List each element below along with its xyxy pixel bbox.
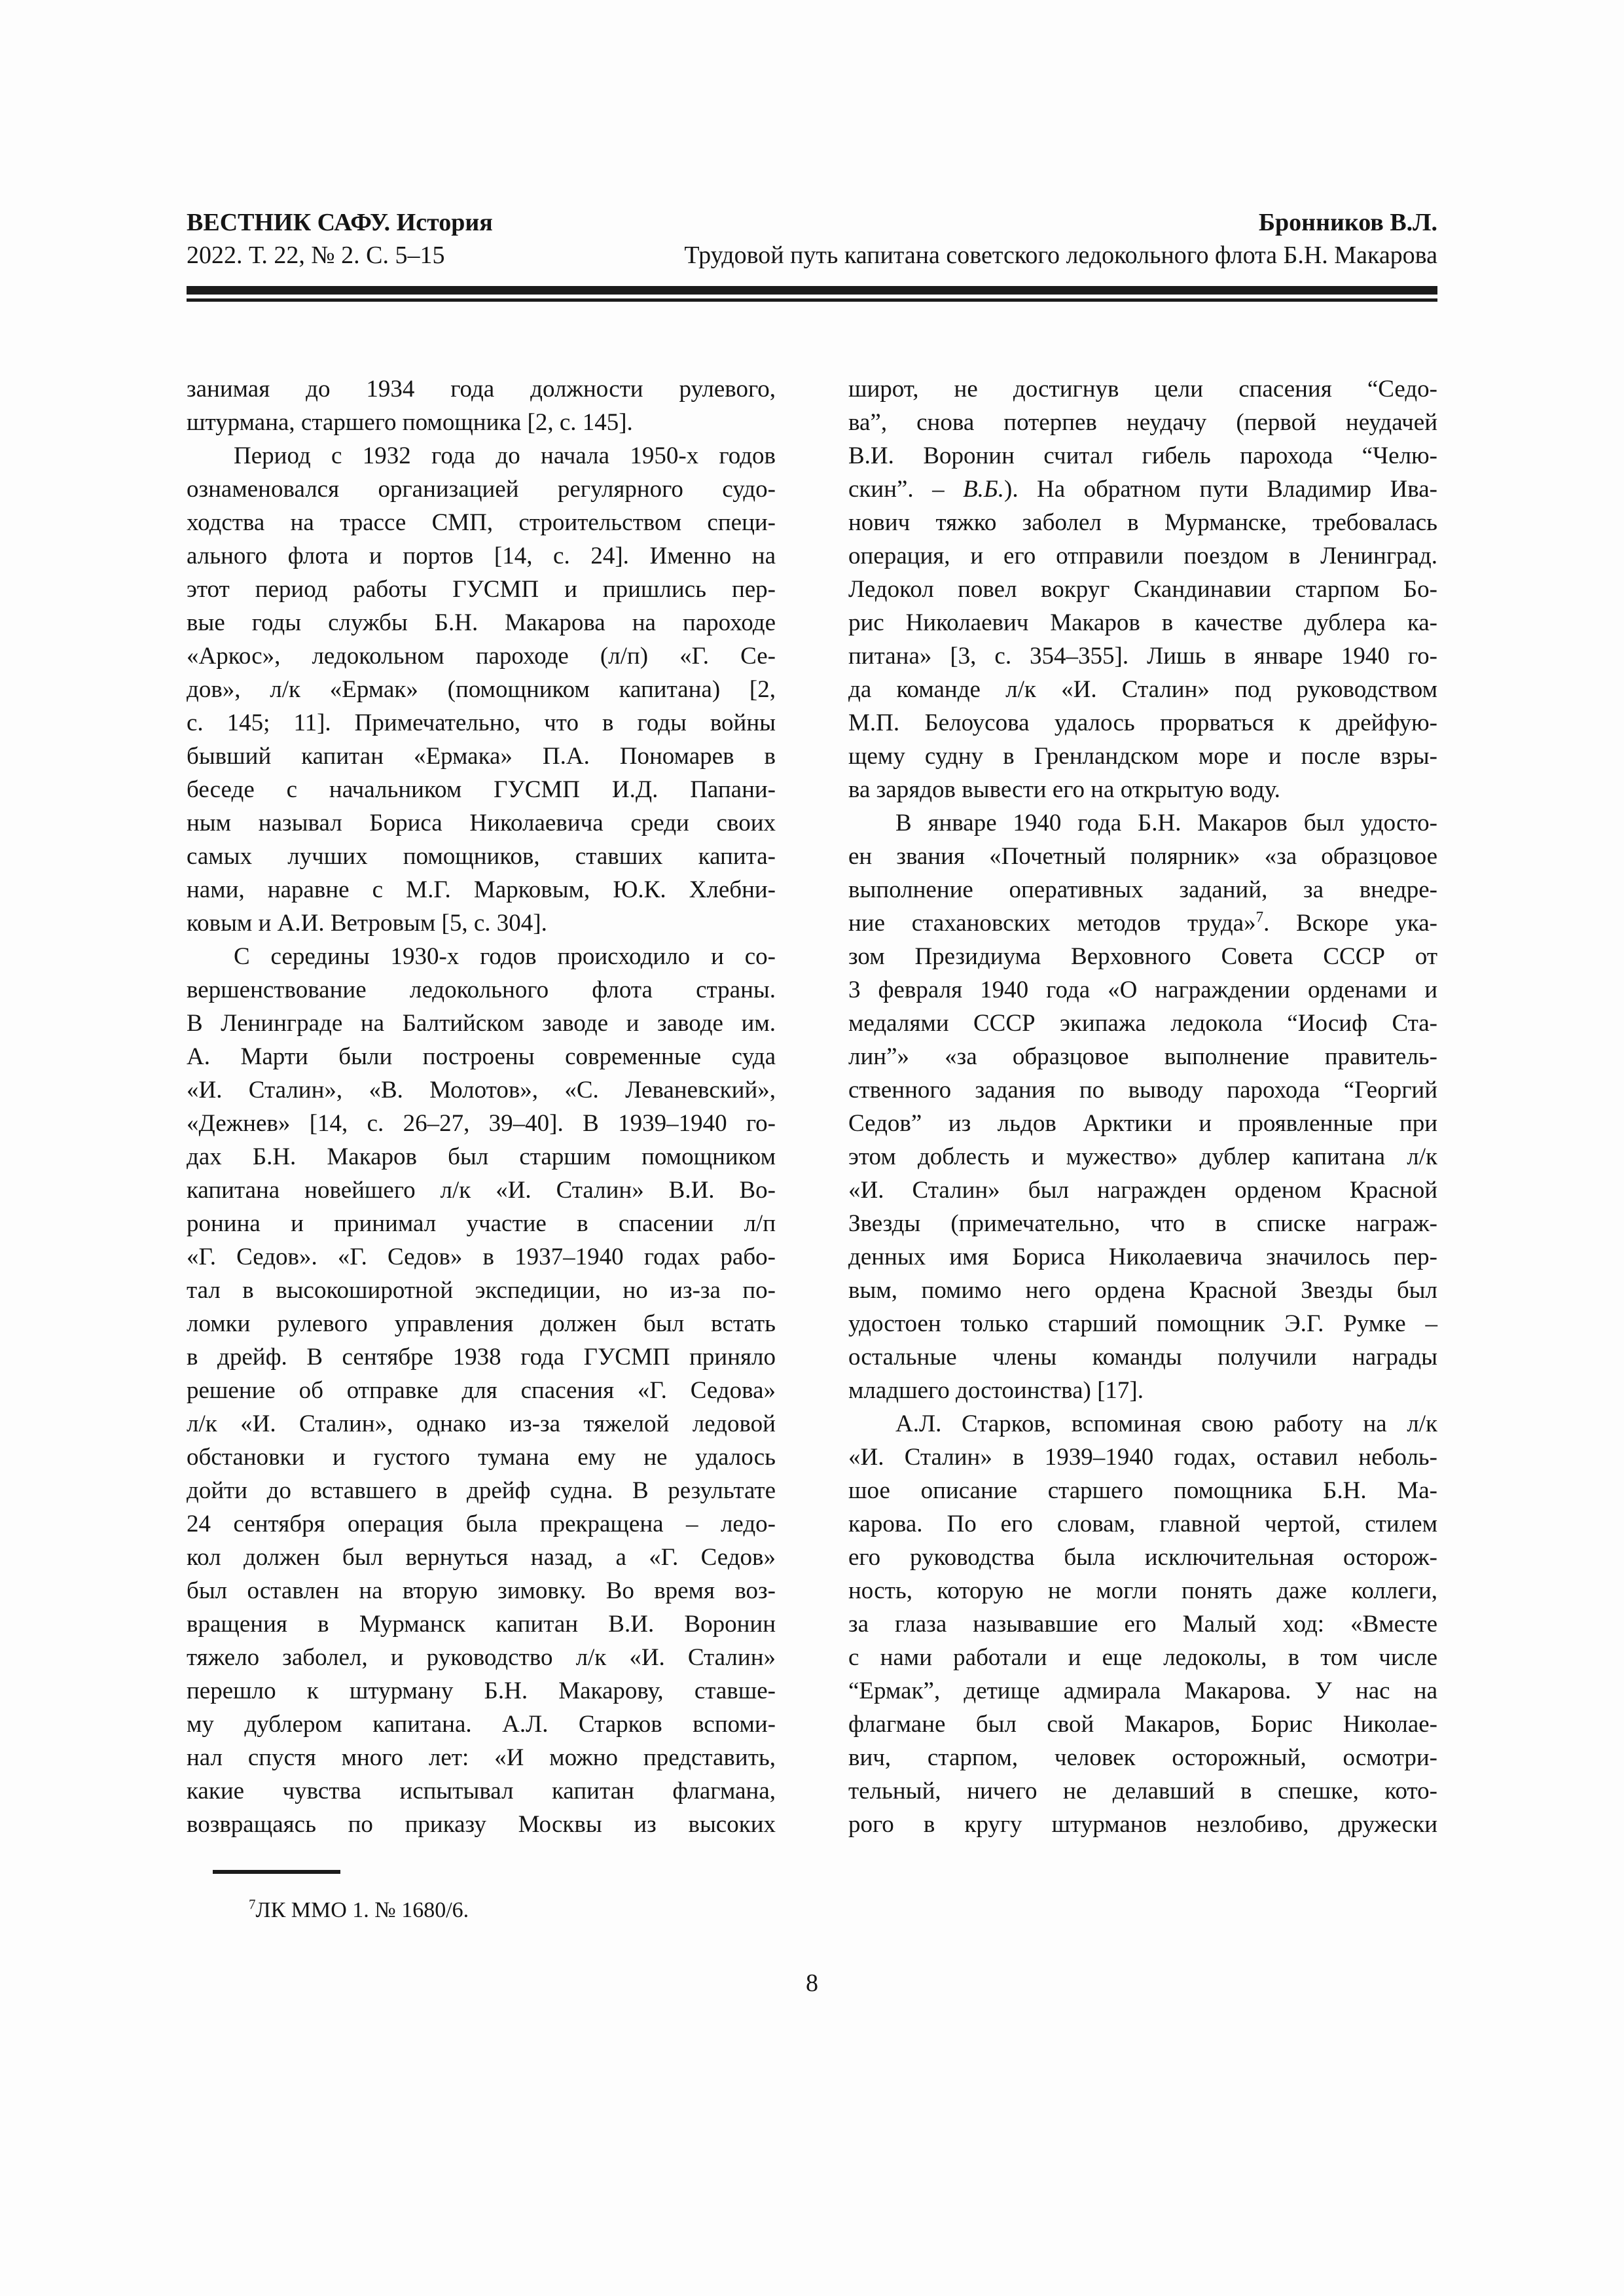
right-column: [848, 372, 1437, 1841]
text-line: какие чувства испытывал капитан флагмана,: [187, 1778, 776, 1804]
text-line: А.Л. Старков, вспоминая свою работу на л/к: [895, 1410, 1437, 1437]
text-line: самых лучших помощников, ставших капита-: [187, 843, 776, 870]
article-title: Трудовой путь капитана советского ледокольного флота Б.Н. Макарова: [684, 242, 1437, 269]
text-line: вич, старпом, человек осторожный, осмотри-: [848, 1744, 1437, 1771]
text-line: тал в высокоширотной экспедиции, но из-за по-: [187, 1277, 776, 1304]
text-line: питана» [3, с. 354–355]. Лишь в январе 1940 го-: [848, 643, 1437, 670]
text-line: в дрейф. В сентябре 1938 года ГУСМП приняло: [187, 1344, 776, 1371]
text-line: тельный, ничего не делавший в спешке, кото-: [848, 1778, 1437, 1804]
text-line: ального флота и портов [14, с. 24]. Именно на: [187, 543, 776, 569]
text-line: вым, помимо него ордена Красной Звезды был: [848, 1277, 1437, 1304]
text-line: шое описание старшего помощника Б.Н. Ма-: [848, 1477, 1437, 1504]
text-line: бывший капитан «Ермака» П.А. Пономарев в: [187, 743, 776, 770]
text-line: решение об отправке для спасения «Г. Седова»: [187, 1377, 776, 1404]
text-line: «Дежнев» [14, с. 26–27, 39–40]. В 1939–1940 го-: [187, 1110, 776, 1137]
text-line: “Ермак”, детище адмирала Макарова. У нас на: [848, 1677, 1437, 1704]
text-line: му дублером капитана. А.Л. Старков вспоми-: [187, 1711, 776, 1738]
header-rule-thick: [187, 286, 1437, 295]
page-header: [187, 206, 1437, 302]
text-line: нал спустя много лет: «И можно представить,: [187, 1744, 776, 1771]
text-line: рого в кругу штурманов незлобиво, дружески: [848, 1811, 1437, 1838]
header-row-1: [187, 206, 1437, 239]
text-line: Ледокол повел вокруг Скандинавии старпом Бо-: [848, 576, 1437, 603]
text-line: М.П. Белоусова удалось прорваться к дрейфую-: [848, 709, 1437, 736]
footnote-marker: 7: [249, 1896, 256, 1912]
issue-info: 2022. Т. 22, № 2. С. 5–15: [187, 242, 445, 269]
text-line: дов», л/к «Ермак» (помощником капитана) [2,: [187, 676, 776, 703]
text-line: остальные члены команды получили награды: [848, 1344, 1437, 1371]
text-line: ен звания «Почетный полярник» «за образцовое: [848, 843, 1437, 870]
text-line: вые годы службы Б.Н. Макарова на пароходе: [187, 609, 776, 636]
body-columns: [187, 372, 1437, 1841]
text-line: удостоен только старший помощник Э.Г. Румке –: [848, 1310, 1437, 1337]
text-line: медалями СССР экипажа ледокола “Иосиф Ста-: [848, 1010, 1437, 1037]
text-line: обстановки и густого тумана ему не удалось: [187, 1444, 776, 1471]
text-line: был оставлен на вторую зимовку. Во время воз-: [187, 1577, 776, 1604]
page-number: 8: [806, 1969, 818, 1997]
text-line: вращения в Мурманск капитан В.И. Воронин: [187, 1611, 776, 1638]
text-line: за глаза называвшие его Малый ход: «Вместе: [848, 1611, 1437, 1638]
text-line: карова. По его словам, главной чертой, стилем: [848, 1511, 1437, 1537]
text-line: ронина и принимал участие в спасении л/п: [187, 1210, 776, 1237]
journal-title: ВЕСТНИК САФУ. История: [187, 209, 493, 236]
text-line: тяжело заболел, и руководство л/к «И. Сталин»: [187, 1644, 776, 1671]
footnote-text: ЛК ММО 1. № 1680/6.: [255, 1898, 469, 1922]
text-line: ознаменовался организацией регулярного судо-: [187, 476, 776, 503]
text-line: «И. Сталин», «В. Молотов», «С. Леваневский»,: [187, 1077, 776, 1103]
footnote-area: [187, 1870, 1437, 1925]
text-line: ным называл Бориса Николаевича среди своих: [187, 810, 776, 836]
text-line: В.И. Воронин считал гибель парохода “Челю-: [848, 442, 1437, 469]
text-line: операция, и его отправили поездом в Ленинград.: [848, 543, 1437, 569]
text-line: да команде л/к «И. Сталин» под руководством: [848, 676, 1437, 703]
text-line: этот период работы ГУСМП и пришлись пер-: [187, 576, 776, 603]
left-column: [187, 372, 776, 1841]
text-line: младшего достоинства) [17].: [848, 1377, 1144, 1404]
text-line: «И. Сталин» в 1939–1940 годах, оставил неболь-: [848, 1444, 1437, 1471]
text-line: ственного задания по выводу парохода “Георгий: [848, 1077, 1437, 1103]
text-line: ковым и А.И. Ветровым [5, с. 304].: [187, 910, 547, 937]
text-line: ние стахановских методов труда»$^7$. Вскоре ука-: [848, 908, 1437, 937]
text-line: его руководства была исключительная осторож-: [848, 1544, 1437, 1571]
text-line: В январе 1940 года Б.Н. Макаров был удосто-: [895, 810, 1437, 836]
text-line: перешло к штурману Б.Н. Макарову, ставше-: [187, 1677, 776, 1704]
text-line: ва зарядов вывести его на открытую воду.: [848, 776, 1280, 803]
text-line: «И. Сталин» был награжден орденом Красной: [848, 1177, 1437, 1204]
text-line: с нами работали и еще ледоколы, в том числе: [848, 1644, 1437, 1671]
footnote: [187, 1896, 1437, 1925]
text-line: «Г. Седов». «Г. Седов» в 1937–1940 годах рабо-: [187, 1244, 776, 1270]
text-line: С середины 1930-х годов происходило и со-: [234, 943, 776, 970]
text-line: денных имя Бориса Николаевича значилось пер-: [848, 1244, 1437, 1270]
text-line: ность, которую не могли понять даже коллеги,: [848, 1577, 1437, 1604]
text-line: зом Президиума Верховного Совета СССР от: [848, 943, 1437, 970]
text-line: ва”, снова потерпев неудачу (первой неудачей: [848, 409, 1437, 436]
text-line: «Аркос», ледокольном пароходе (л/п) «Г. Се-: [187, 643, 776, 670]
text-line: штурмана, старшего помощника [2, с. 145].: [187, 409, 633, 436]
text-line: л/к «И. Сталин», однако из-за тяжелой ледовой: [187, 1410, 776, 1437]
text-line: занимая до 1934 года должности рулевого,: [187, 376, 776, 403]
text-line: возвращаясь по приказу Москвы из высоких: [187, 1811, 776, 1838]
text-line: 3 февраля 1940 года «О награждении орденами и: [848, 977, 1437, 1003]
text-line: В Ленинграде на Балтийском заводе и заводе им.: [187, 1010, 776, 1037]
text-line: капитана новейшего л/к «И. Сталин» В.И. Во-: [187, 1177, 776, 1204]
text-line: беседе с начальником ГУСМП И.Д. Папани-: [187, 776, 776, 803]
text-line: ломки рулевого управления должен был встать: [187, 1310, 776, 1337]
text-line: дах Б.Н. Макаров был старшим помощником: [187, 1143, 776, 1170]
text-line: широт, не достигнув цели спасения “Седо-: [848, 376, 1437, 403]
text-line: нами, наравне с М.Г. Марковым, Ю.К. Хлебни-: [187, 876, 776, 903]
text-line: 24 сентября операция была прекращена – ледо-: [187, 1511, 776, 1537]
text-line: вершенствование ледокольного флота страны.: [187, 977, 776, 1003]
text-line: лин”» «за образцовое выполнение правитель-: [848, 1043, 1437, 1070]
header-rule-thin: [187, 298, 1437, 302]
text-line: Седов” из льдов Арктики и проявленные при: [848, 1110, 1437, 1137]
text-line: Звезды (примечательно, что в списке награж-: [848, 1210, 1437, 1237]
text-line: ходства на трассе СМП, строительством специ-: [187, 509, 776, 536]
header-row-2: [187, 239, 1437, 272]
text-line: дойти до вставшего в дрейф судна. В результате: [187, 1477, 776, 1504]
text-line: нович тяжко заболел в Мурманске, требовалась: [848, 509, 1437, 536]
text-line: с. 145; 11]. Примечательно, что в годы войны: [187, 709, 776, 736]
text-line: А. Марти были построены современные суда: [187, 1043, 776, 1070]
text-line: рис Николаевич Макаров в качестве дублера ка-: [848, 609, 1437, 636]
text-line: кол должен был вернуться назад, а «Г. Седов»: [187, 1544, 776, 1571]
footnote-rule: [213, 1870, 340, 1874]
text-line: выполнение оперативных заданий, за внедре-: [848, 876, 1437, 903]
author-name: Бронников В.Л.: [1258, 209, 1437, 236]
text-line: Период с 1932 года до начала 1950-х годов: [234, 442, 776, 469]
text-line: скин”. – В.Б.). На обратном пути Владимир Ива-: [848, 476, 1437, 503]
text-line: флагмане был свой Макаров, Борис Николае-: [848, 1711, 1437, 1738]
text-line: щему судну в Гренландском море и после взры-: [848, 743, 1437, 770]
text-line: этом доблесть и мужество» дублер капитана л/к: [848, 1143, 1437, 1170]
